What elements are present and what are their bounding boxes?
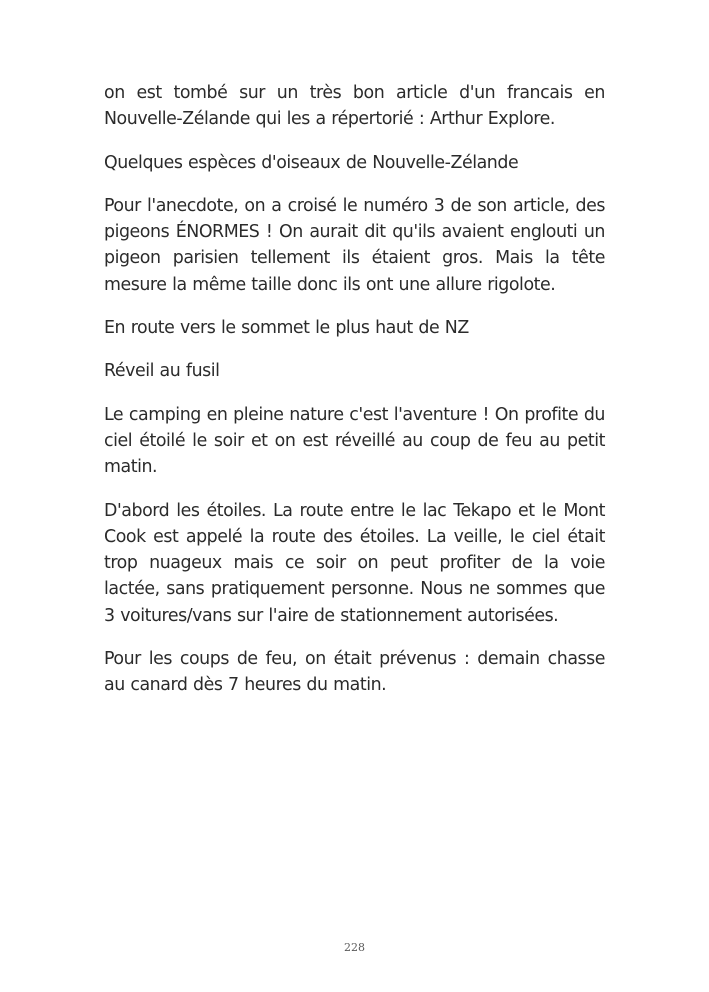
paragraph-route-summit: En route vers le sommet le plus haut de NZ [104, 318, 469, 339]
body-text [104, 80, 605, 716]
paragraph-pigeon-anecdote: Pour l'anecdote, on a croisé le numéro 3 de son article, des pigeons ÉNORMES ! On aurait dit qu'ils avaient englouti un pigeon parisien tellement ils étaient gros. Mais la tête mesure la même taille donc ils ont une allure rigolote. [104, 195, 605, 295]
paragraph-coups-de-feu: Pour les coups de feu, on était prévenus : demain chasse au canard dès 7 heures du matin. [104, 649, 605, 696]
paragraph-reveil-fusil: Réveil au fusil [104, 361, 220, 382]
paragraph-camping-aventure: Le camping en pleine nature c'est l'aventure ! On profite du ciel étoilé le soir et on est réveillé au coup de feu au petit matin. [104, 404, 605, 478]
paragraph-etoiles: D'abord les étoiles. La route entre le lac Tekapo et le Mont Cook est appelé la route des étoiles. La veille, le ciel était trop nuageux mais ce soir on peut profiter de la voie lactée, sans pratiquement personne. Nous ne sommes que 3 voitures/vans sur l'aire de stationnement autorisées. [104, 500, 605, 626]
paragraph-bird-species-title: Quelques espèces d'oiseaux de Nouvelle-Zélande [104, 152, 519, 173]
paragraph-article-reference: on est tombé sur un très bon article d'un francais en Nouvelle-Zélande qui les a répertorié : Arthur Explore. [104, 83, 605, 130]
page-number: 228 [344, 941, 365, 954]
